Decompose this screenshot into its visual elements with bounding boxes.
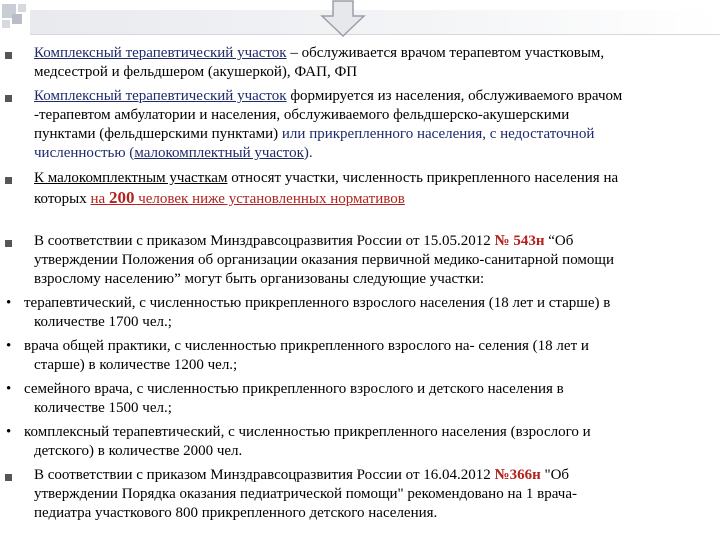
text: В соответствии с приказом Минздравсоцразвития России от 16.04.2012 xyxy=(34,467,495,483)
dot-bullet-icon: • xyxy=(6,381,12,397)
order-number: №366н xyxy=(494,467,541,483)
text: которых xyxy=(34,191,91,207)
paragraph-line xyxy=(34,169,618,188)
text: – обслуживается врачом терапевтом участковым, xyxy=(286,45,605,61)
paragraph-line xyxy=(34,144,313,163)
dot-bullet-icon: • xyxy=(6,424,12,440)
term-link: Комплексный терапевтический участок xyxy=(34,45,287,61)
text: "Об xyxy=(540,467,570,483)
text-highlight: численностью ( xyxy=(34,145,135,161)
dot-bullet-icon: • xyxy=(6,338,12,354)
text: В соответствии с приказом Минздравсоцразвития России от 15.05.2012 xyxy=(34,233,495,249)
list-item: количестве 1700 чел.; xyxy=(34,314,172,330)
term-link: Комплексный терапевтический участок xyxy=(34,88,287,104)
paragraph-line xyxy=(34,125,594,144)
list-item: детского) в количестве 2000 чел. xyxy=(34,443,243,459)
text: относят участки, численность прикрепленного населения на xyxy=(227,170,619,186)
paragraph-line xyxy=(34,87,622,106)
text: формируется из населения, обслуживаемого врачом xyxy=(286,88,623,104)
paragraph-line xyxy=(34,466,569,485)
paragraph-line xyxy=(34,44,604,63)
square-bullet-icon xyxy=(5,240,12,247)
text-highlight: на 200 человек ниже установленных нормативов xyxy=(90,188,405,207)
text-highlight: или прикрепленного населения, с недостаточной xyxy=(281,126,595,142)
list-item: количестве 1500 чел.; xyxy=(34,400,172,416)
paragraph-line: взрослому населению” могут быть организованы следующие участки: xyxy=(34,271,485,287)
paragraph-line: утверждении Порядка оказания педиатрической помощи" рекомендовано на 1 врача- xyxy=(34,486,577,502)
text: “Об xyxy=(544,233,574,249)
square-bullet-icon xyxy=(5,95,12,102)
order-number: № 543н xyxy=(494,233,545,249)
list-item: семейного врача, с численностью прикрепленного взрослого и детского населения в xyxy=(24,381,564,397)
term-underlined: К малокомплектным участкам xyxy=(34,170,228,186)
list-item: терапевтический, с численностью прикрепленного взрослого населения (18 лет и старше) в xyxy=(24,295,611,311)
square-bullet-icon xyxy=(5,474,12,481)
square-bullet-icon xyxy=(5,177,12,184)
paragraph-line: -терапевтом амбулатории и населения, обслуживаемого фельдшерско-акушерскими xyxy=(34,107,570,123)
paragraph-line: педиатра участкового 800 прикрепленного детского населения. xyxy=(34,505,438,521)
list-item: комплексный терапевтический, с численностью прикрепленного населения (взрослого и xyxy=(24,424,591,440)
list-item: старше) в количестве 1200 чел.; xyxy=(34,357,238,373)
list-item: врача общей практики, с численностью прикрепленного взрослого на- селения (18 лет и xyxy=(24,338,589,354)
text: пунктами (фельдшерскими пунктами) xyxy=(34,126,282,142)
paragraph-line: медсестрой и фельдшером (акушеркой), ФАП, ФП xyxy=(34,64,358,80)
text-highlight: ). xyxy=(303,145,313,161)
paragraph-line: утверждении Положения об организации оказания первичной медико-санитарной помощи xyxy=(34,252,614,268)
square-bullet-icon xyxy=(5,52,12,59)
paragraph-line xyxy=(34,188,405,209)
paragraph-line xyxy=(34,232,573,251)
dot-bullet-icon: • xyxy=(6,295,12,311)
term-link: малокомплектный участок xyxy=(134,145,304,161)
